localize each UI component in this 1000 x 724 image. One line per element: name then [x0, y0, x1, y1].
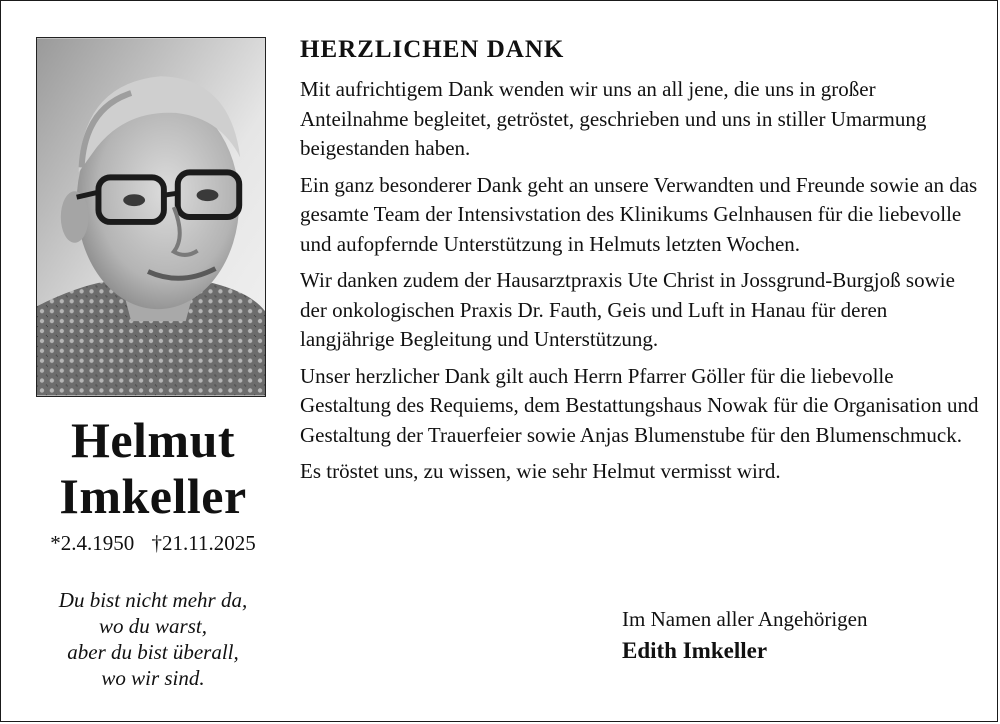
- signature: [622, 604, 868, 668]
- portrait-photo: [36, 37, 266, 397]
- paragraph: Ein ganz besonderer Dank geht an unsere Verwandten und Freunde sowie an das gesamte Team der Intensivstation des Klinikums Gelnhausen für die liebevolle und aufopfernde Unterstützung in Helmuts letzten Wochen.: [300, 172, 978, 256]
- life-dates: [20, 530, 286, 556]
- first-name: Helmut: [70, 412, 236, 468]
- poem-line: wo du warst,: [99, 614, 207, 638]
- birth-date: *2.4.1950: [50, 531, 135, 555]
- portrait-photo-icon: [37, 38, 265, 396]
- signature-line: Im Namen aller Angehörigen: [622, 607, 868, 631]
- thanks-text: [300, 32, 985, 494]
- signature-name: Edith Imkeller: [622, 638, 768, 663]
- death-date: †21.11.2025: [151, 531, 256, 555]
- poem-line: Du bist nicht mehr da,: [58, 588, 248, 612]
- poem: [20, 587, 286, 691]
- paragraph: Wir danken zudem der Hausarztpraxis Ute Christ in Jossgrund-Burgjoß sowie der onkologischen Praxis Dr. Fauth, Geis und Luft in Hanau für deren langjährige Begleitung und Unterstützung.: [300, 268, 955, 351]
- paragraph: Es tröstet uns, zu wissen, wie sehr Helmut vermisst wird.: [300, 459, 781, 483]
- paragraph: Unser herzlicher Dank gilt auch Herrn Pfarrer Göller für die liebevolle Gestaltung des Requiems, dem Bestattungshaus Nowak für die Organisation und Gestaltung der Trauerfeier sowie Anjas Blumenstube für den Blumenschmuck.: [300, 363, 979, 447]
- heading: HERZLICHEN DANK: [300, 36, 565, 63]
- poem-line: wo wir sind.: [101, 666, 205, 690]
- paragraph: Mit aufrichtigem Dank wenden wir uns an all jene, die uns in großer Anteilnahme begleitet, getröstet, geschrieben und uns in stiller Umarmung beigestanden haben.: [300, 77, 927, 160]
- poem-line: aber du bist überall,: [67, 640, 239, 664]
- last-name: Imkeller: [59, 468, 247, 524]
- deceased-name: [20, 412, 286, 524]
